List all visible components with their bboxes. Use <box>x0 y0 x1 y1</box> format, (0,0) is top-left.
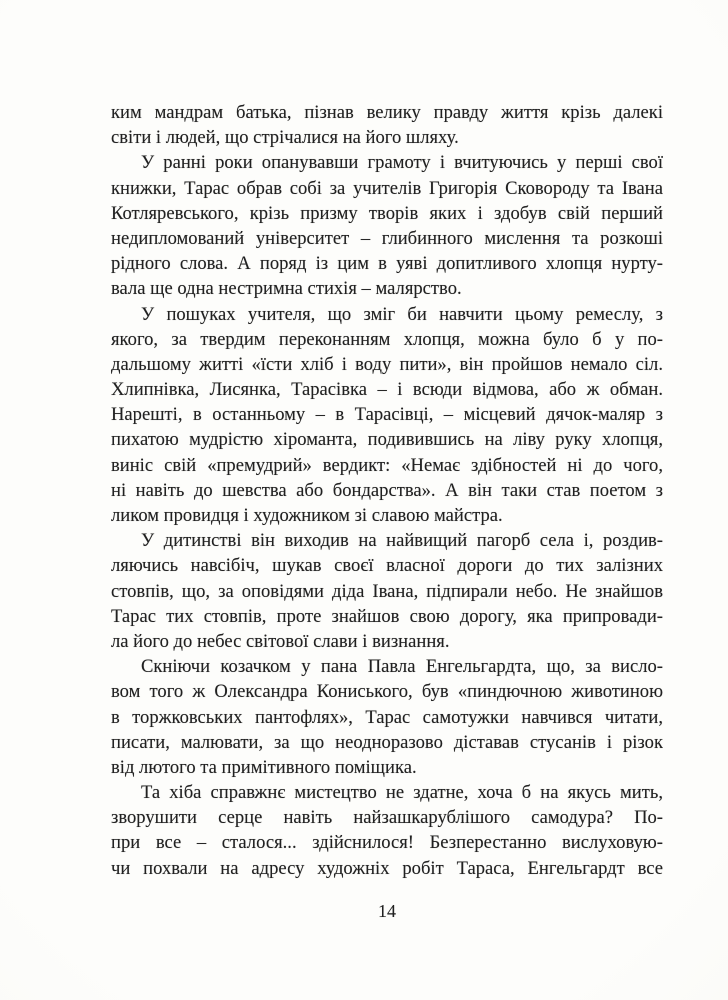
text-line: Котляревського, крізь призму творів яких і здобув свій перший <box>111 202 663 224</box>
text-line: Та хіба справжнє мистецтво не здатне, хоча б на якусь мить, <box>141 782 663 804</box>
text-line: У пошуках учителя, що зміг би навчити цьому ремеслу, з <box>141 303 663 325</box>
paragraph-2 <box>111 150 663 301</box>
text-line: книжки, Тарас обрав собі за учителів Григорія Сковороду та Івана <box>111 177 663 199</box>
text-line: дальшому житті «їсти хліб і воду пити», він пройшов немало сіл. <box>111 353 663 375</box>
text-line: рідного слова. А поряд із цим в уяві допитливого хлопця нурту- <box>111 253 663 275</box>
text-line: світи і людей, що стрічалися на його шляху. <box>111 127 459 149</box>
text-line: писати, малювати, за що неодноразово діставав стусанів і різок <box>111 731 663 753</box>
text-line: вала ще одна нестримна стихія – малярство. <box>111 278 462 300</box>
paragraph-5 <box>111 654 663 780</box>
text-line: ликом провидця і художником зі славою майстра. <box>111 505 503 526</box>
text-line: при все – сталося... здійснилося! Безперестанно вислуховую- <box>111 832 663 854</box>
text-line: недипломований університет – глибинного мислення та розкоші <box>111 227 663 249</box>
page-text <box>111 100 663 881</box>
text-line: ні навіть до шевства або бондарства». А він таки став поетом з <box>111 479 663 501</box>
paragraph-3 <box>111 302 663 529</box>
text-line: пихатою мудрістю хіроманта, подивившись на ліву руку хлопця, <box>111 429 663 451</box>
text-line: виніс свій «премудрий» вердикт: «Немає здібностей ні до чого, <box>111 454 663 476</box>
text-line: стовпів, що, за оповідями діда Івана, підпирали небо. Не знайшов <box>111 580 663 602</box>
text-line: У ранні роки опанувавши грамоту і вчитуючись у перші свої <box>141 152 663 174</box>
paragraph-1 <box>111 100 663 150</box>
text-line: У дитинстві він виходив на найвищий пагорб села і, роздив- <box>141 530 663 552</box>
text-line: Тарас тих стовпів, проте знайшов свою дорогу, яка припровади- <box>111 605 663 627</box>
text-line: Хлипнівка, Лисянка, Тарасівка – і всюди відмова, або ж обман. <box>111 379 663 401</box>
text-line: чи похвали на адресу художніх робіт Тараса, Енгельгардт все <box>111 857 663 879</box>
page-number: 14 <box>378 901 396 921</box>
text-line: ляючись навсібіч, шукав своєї власної дороги до тих залізних <box>111 555 663 577</box>
text-line: від лютого та примітивного поміщика. <box>111 756 417 778</box>
paragraph-4 <box>111 528 663 654</box>
text-line: Нарешті, в останньому – в Тарасівці, – місцевий дячок-маляр з <box>111 404 663 426</box>
text-line: ла його до небес світової слави і визнання. <box>111 630 450 652</box>
paragraph-6 <box>111 780 663 881</box>
text-line: якого, за твердим переконанням хлопця, можна було б у по- <box>111 328 663 350</box>
text-line: в торжковських пантофлях», Тарас самотужки навчився читати, <box>111 706 663 728</box>
text-line: Скніючи козачком у пана Павла Енгельгардта, що, за висло- <box>141 656 663 678</box>
text-line: ким мандрам батька, пізнав велику правду життя крізь далекі <box>111 102 663 123</box>
text-line: вом того ж Олександра Кониського, був «пиндючною животиною <box>111 681 663 703</box>
text-line: зворушити серце навіть найзашкарублішого самодура? По- <box>111 807 663 829</box>
